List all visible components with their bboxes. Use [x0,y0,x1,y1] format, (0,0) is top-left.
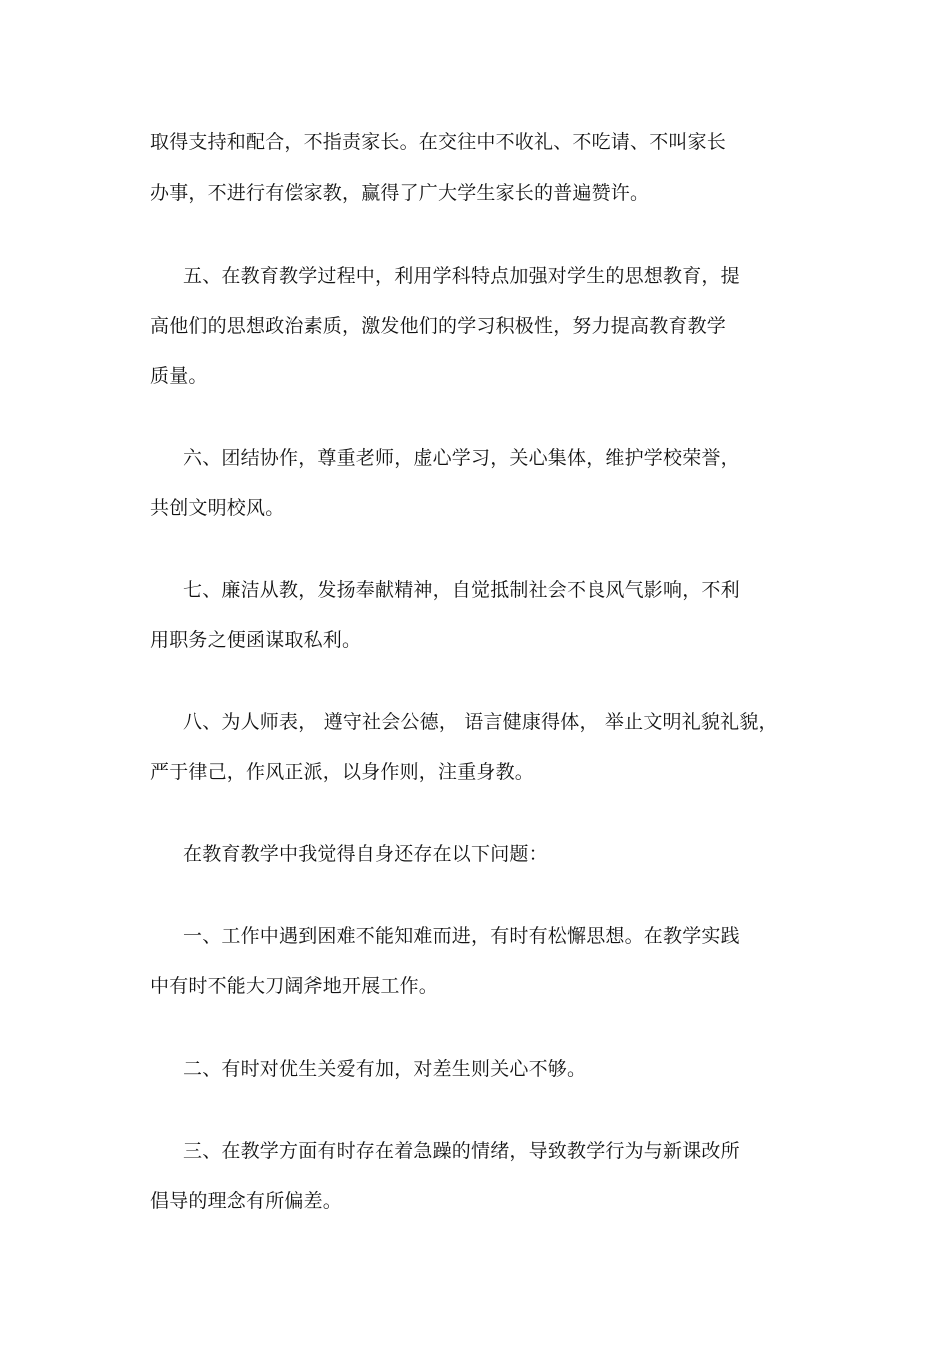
text-line: 六、团结协作，尊重老师，虚心学习，关心集体，维护学校荣誉， [183,447,740,469]
text-line: 三、在教学方面有时存在着急躁的情绪，导致教学行为与新课改所 [183,1140,740,1162]
text-line: 在教育教学中我觉得自身还存在以下问题： [183,843,548,865]
text-line: 二、有时对优生关爱有加，对差生则关心不够。 [183,1058,587,1080]
text-line: 严于律己，作风正派，以身作则，注重身教。 [150,761,535,783]
text-line: 质量。 [150,365,208,387]
text-line: 七、廉洁从教，发扬奉献精神，自觉抵制社会不良风气影响，不利 [183,579,740,601]
text-line: 中有时不能大刀阔斧地开展工作。 [150,975,439,997]
text-line: 共创文明校风。 [150,497,285,519]
text-line: 高他们的思想政治素质，激发他们的学习积极性，努力提高教育教学 [150,315,727,337]
text-line: 用职务之便函谋取私利。 [150,629,362,651]
text-line: 倡导的理念有所偏差。 [150,1190,343,1212]
text-line: 八、为人师表， 遵守社会公德， 语言健康得体， 举止文明礼貌礼貌， [183,711,778,733]
text-line: 办事，不进行有偿家教，赢得了广大学生家长的普遍赞许。 [150,182,650,204]
text-line: 五、在教育教学过程中，利用学科特点加强对学生的思想教育，提 [183,265,740,287]
text-line: 取得支持和配合，不指责家长。在交往中不收礼、不吃请、不叫家长 [150,131,727,153]
text-line: 一、工作中遇到困难不能知难而进，有时有松懈思想。在教学实践 [183,925,740,947]
